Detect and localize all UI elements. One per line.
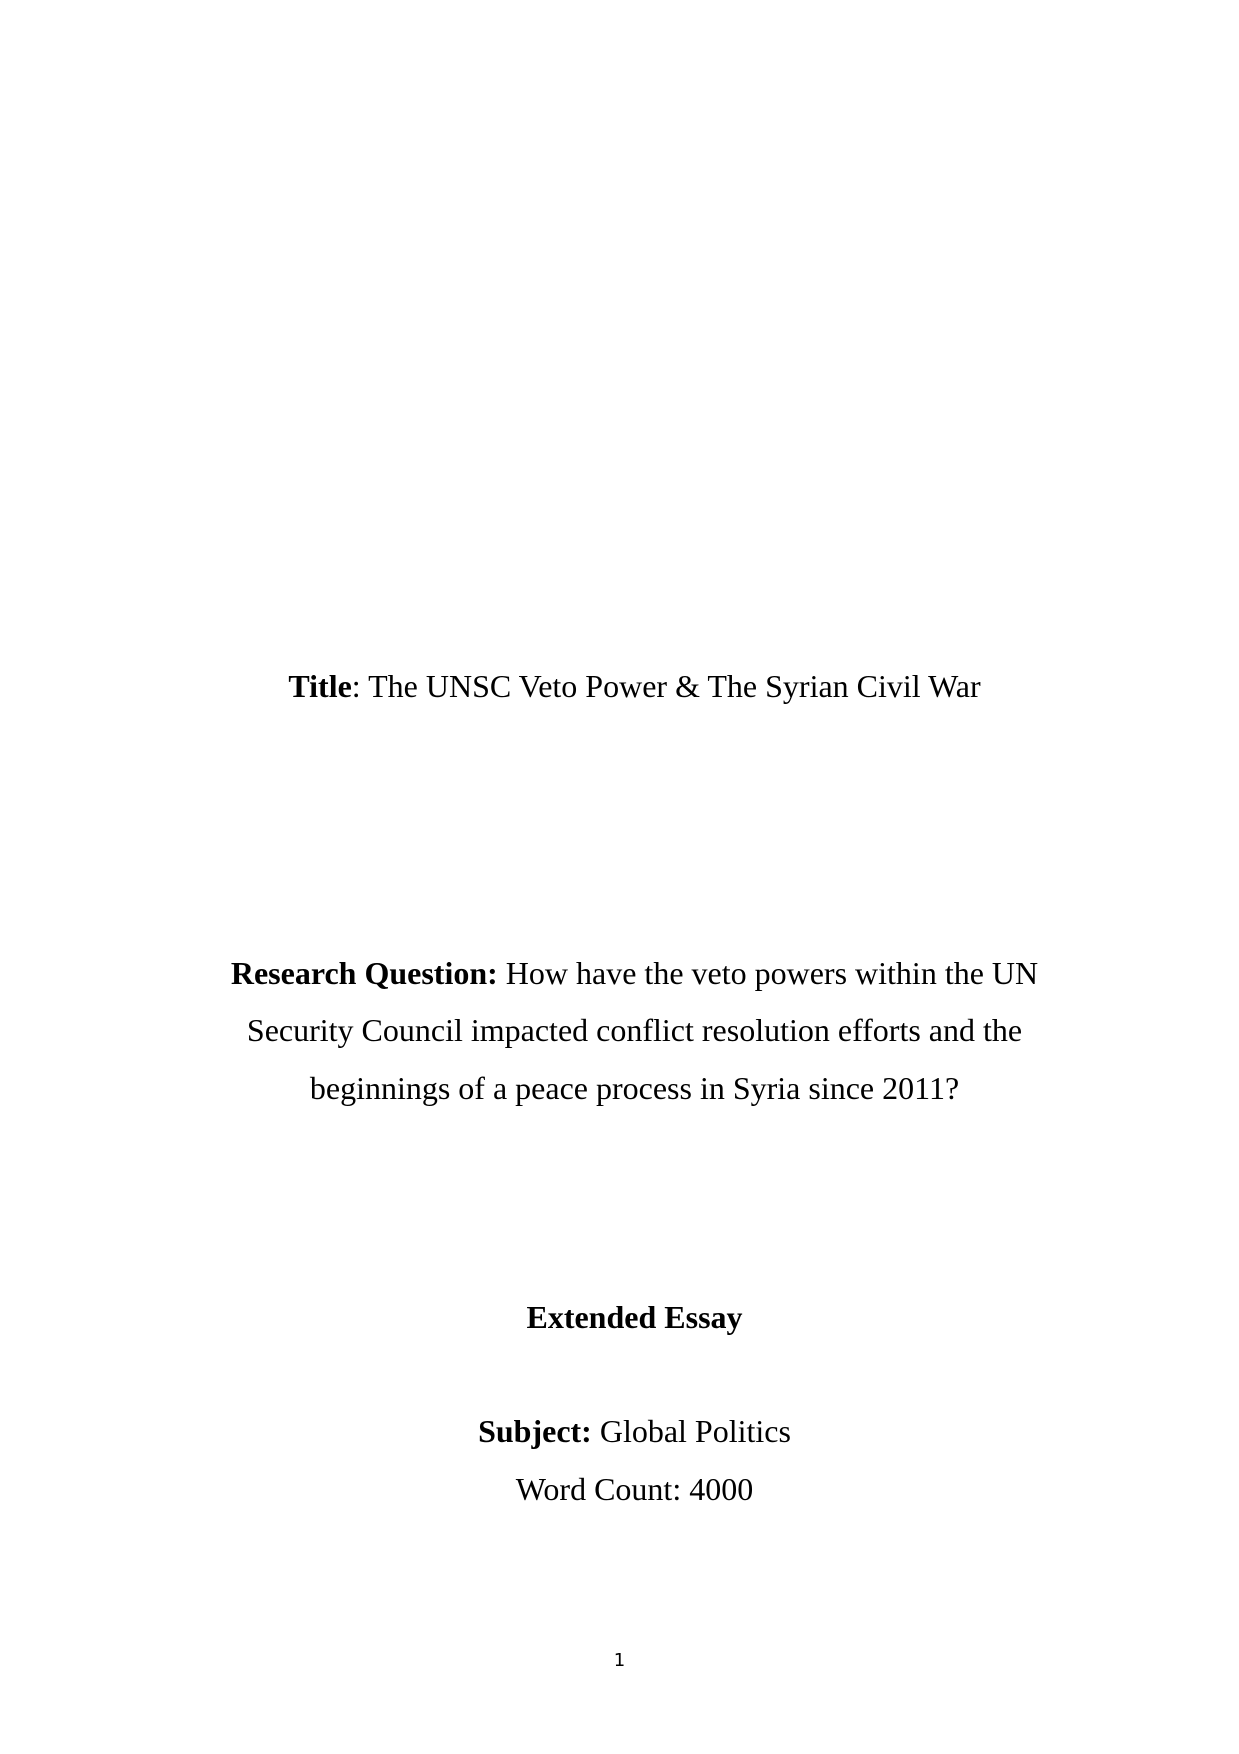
subject [30,1411,1239,1451]
research-question-label: Research Question: [230,955,498,991]
research-question-line-2: Security Council impacted conflict resolution efforts and the [246,1012,1023,1048]
research-question-line-1 [30,953,1239,993]
subject-value: Global Politics [591,1413,791,1449]
word-count: Word Count: 4000 [515,1471,754,1507]
essay-title [30,666,1239,706]
research-question-line-3: beginnings of a peace process in Syria since 2011? [309,1070,960,1106]
title-label: Title [288,668,352,704]
subject-label: Subject: [478,1413,592,1449]
page-number: 1 [613,1650,626,1671]
research-question-text: How have the veto powers within the UN [497,955,1039,991]
title-text: : The UNSC Veto Power & The Syrian Civil War [351,668,981,704]
essay-type: Extended Essay [526,1299,743,1335]
